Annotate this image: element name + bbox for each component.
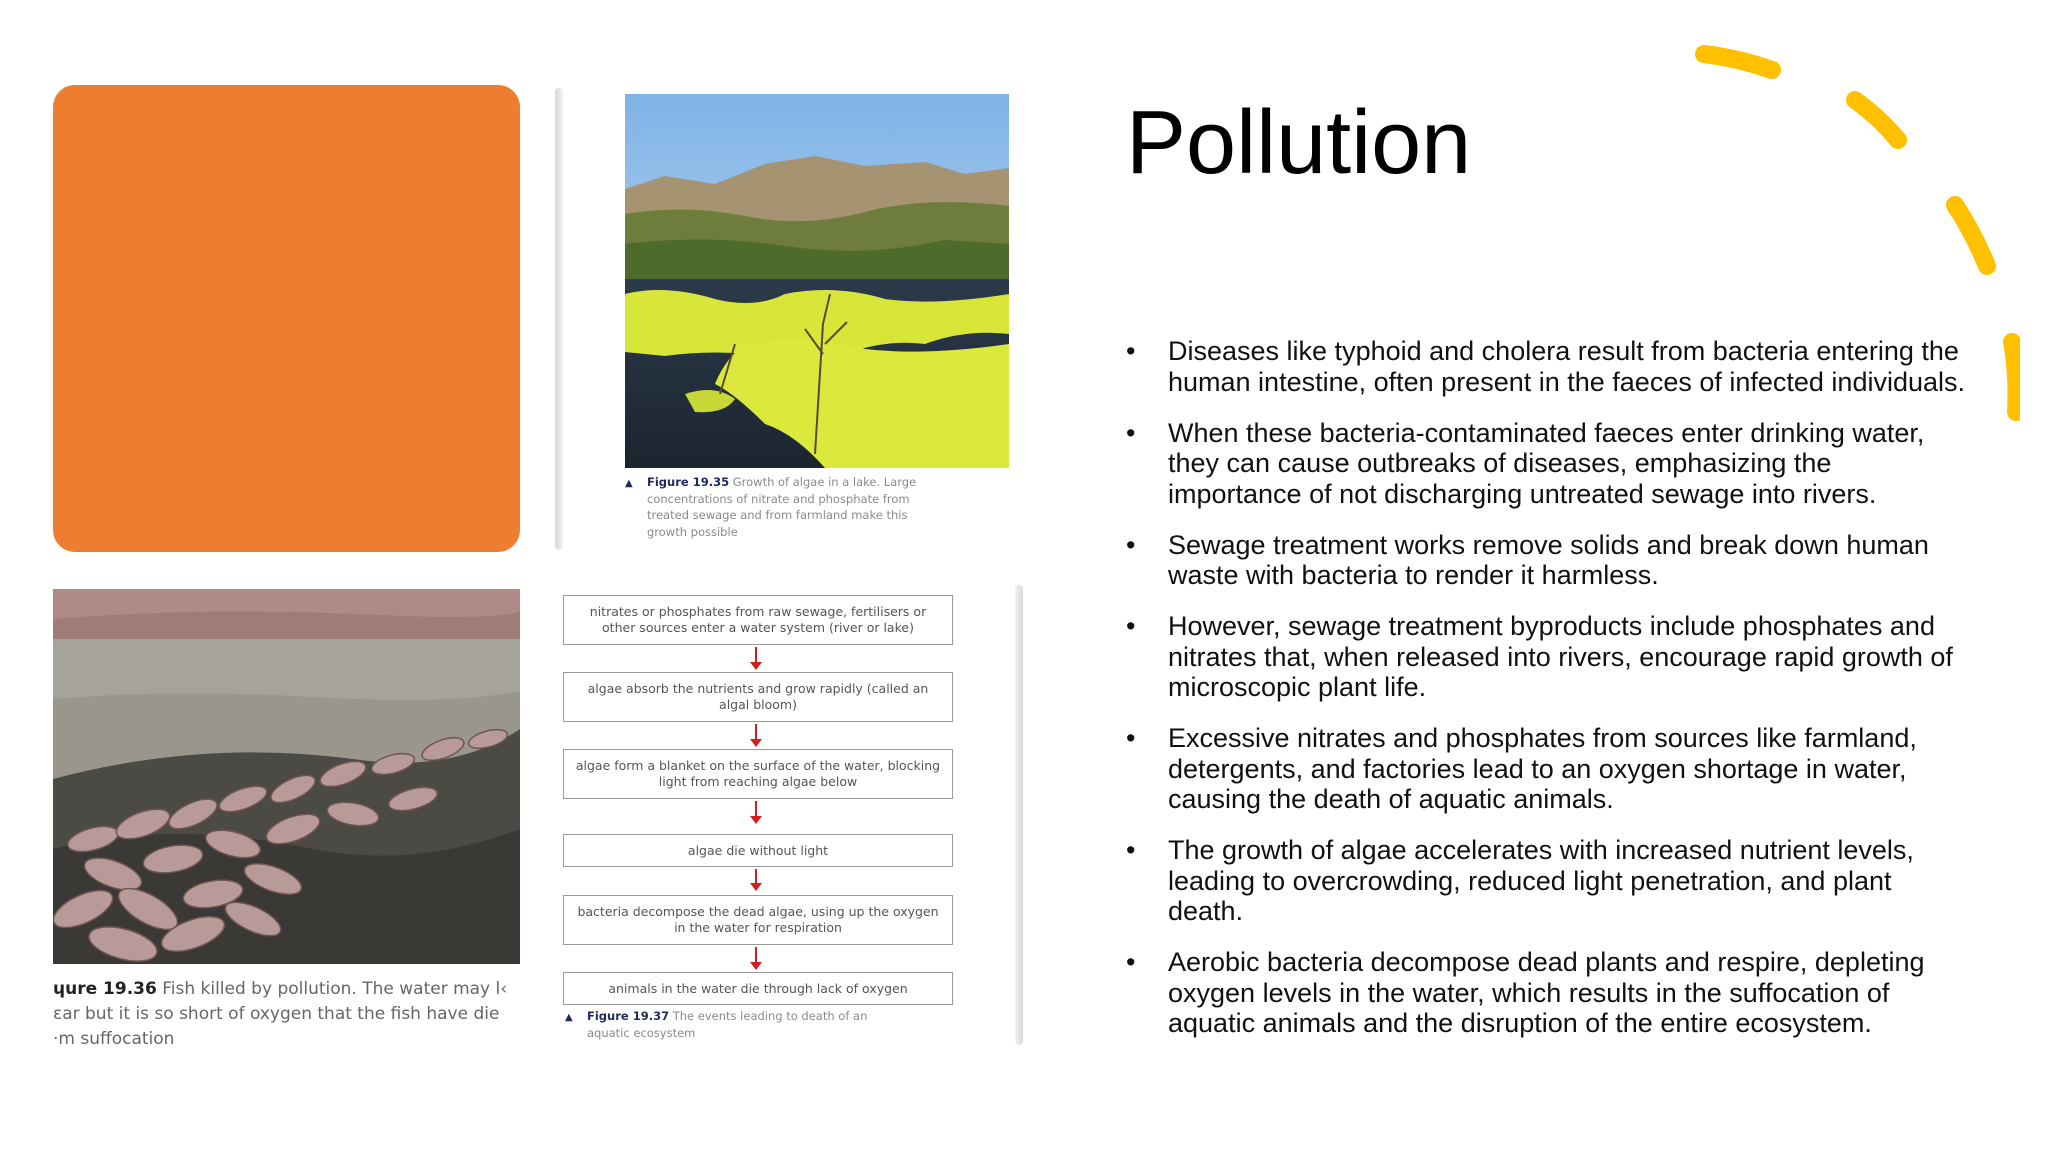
bullet-marker: • bbox=[1126, 723, 1136, 753]
slide-title: Pollution bbox=[1126, 93, 1472, 193]
figure-caption-text: The events leading to death of an aquatic ecosystem bbox=[587, 1009, 868, 1040]
flow-arrow bbox=[755, 947, 757, 963]
bullet-marker: • bbox=[1126, 835, 1136, 865]
figure-label: Figure 19.35 bbox=[647, 475, 730, 489]
flow-step-5: bacteria decompose the dead algae, using up the oxygen in the water for respiration bbox=[563, 895, 953, 945]
caption-line-3: ·m suffocation bbox=[53, 1029, 175, 1047]
caption-triangle-icon: ▲ bbox=[625, 478, 633, 489]
bullet-item bbox=[1126, 530, 1966, 591]
flow-step-3: algae form a blanket on the surface of the water, blocking light from reaching algae below bbox=[563, 749, 953, 799]
panel-shadow bbox=[1015, 585, 1023, 1045]
dead-fish-photo bbox=[53, 589, 520, 964]
bullet-marker: • bbox=[1126, 336, 1136, 366]
caption-line-2: ɛar but it is so short of oxygen that the fish have die bbox=[53, 1004, 500, 1024]
bullet-item bbox=[1126, 418, 1966, 510]
bullet-text: Sewage treatment works remove solids and break down human waste with bacteria to render it harmless. bbox=[1168, 529, 1929, 590]
bullet-text: Diseases like typhoid and cholera result from bacteria entering the human intestine, often present in the faeces of infected individuals. bbox=[1168, 336, 1966, 397]
flow-arrow bbox=[755, 724, 757, 740]
orange-accent-block bbox=[53, 85, 520, 552]
figure-19-35 bbox=[553, 88, 1023, 550]
caption-text: Fish killed by pollution. The water may l‹ bbox=[156, 979, 508, 999]
bullet-marker: • bbox=[1126, 611, 1136, 641]
bullet-item bbox=[1126, 336, 1966, 397]
flow-step-1: nitrates or phosphates from raw sewage, fertilisers or other sources enter a water system (river or lake) bbox=[563, 595, 953, 645]
bullet-item bbox=[1126, 835, 1966, 927]
bullet-text: However, sewage treatment byproducts include phosphates and nitrates that, when released into rivers, encourage rapid growth of microscopic plant life. bbox=[1168, 611, 1953, 702]
bullet-item bbox=[1126, 611, 1966, 703]
flow-arrow bbox=[755, 647, 757, 663]
bullet-marker: • bbox=[1126, 947, 1136, 977]
flow-step-2: algae absorb the nutrients and grow rapidly (called an algal bloom) bbox=[563, 672, 953, 722]
figure-19-36-caption bbox=[53, 977, 523, 1047]
bullet-text: Excessive nitrates and phosphates from sources like farmland, detergents, and factories lead to an oxygen shortage in water, causing the death of aquatic animals. bbox=[1168, 723, 1917, 814]
figure-19-37-flowchart bbox=[553, 585, 1023, 1045]
figure-label: ɥure 19.36 bbox=[53, 979, 157, 999]
bullet-text: Aerobic bacteria decompose dead plants and respire, depleting oxygen levels in the water, which results in the suffocation of aquatic animals and the disruption of the entire ecosystem. bbox=[1168, 947, 1925, 1038]
algae-lake-photo bbox=[625, 94, 1009, 468]
flow-arrow bbox=[755, 801, 757, 817]
flow-arrow bbox=[755, 869, 757, 884]
flow-step-4: algae die without light bbox=[563, 834, 953, 867]
bullet-text: When these bacteria-contaminated faeces enter drinking water, they can cause outbreaks of diseases, emphasizing the importance of not discharging untreated sewage into rivers. bbox=[1168, 417, 1925, 509]
panel-shadow bbox=[555, 88, 563, 550]
bullet-list bbox=[1126, 336, 1966, 1059]
bullet-marker: • bbox=[1126, 417, 1136, 448]
bullet-item bbox=[1126, 723, 1966, 815]
caption-triangle-icon: ▲ bbox=[565, 1012, 573, 1023]
figure-label: Figure 19.37 bbox=[587, 1009, 670, 1023]
caption-line-1 bbox=[53, 977, 523, 1002]
bullet-marker: • bbox=[1126, 529, 1136, 560]
flow-step-6: animals in the water die through lack of oxygen bbox=[563, 972, 953, 1005]
figure-caption-text: Growth of algae in a lake. Large concentrations of nitrate and phosphate from treated sewage and from farmland make this growth possible bbox=[647, 475, 917, 539]
bullet-text: The growth of algae accelerates with increased nutrient levels, leading to overcrowding, reduced light penetration, and plant death. bbox=[1168, 835, 1914, 926]
bullet-item bbox=[1126, 947, 1966, 1039]
